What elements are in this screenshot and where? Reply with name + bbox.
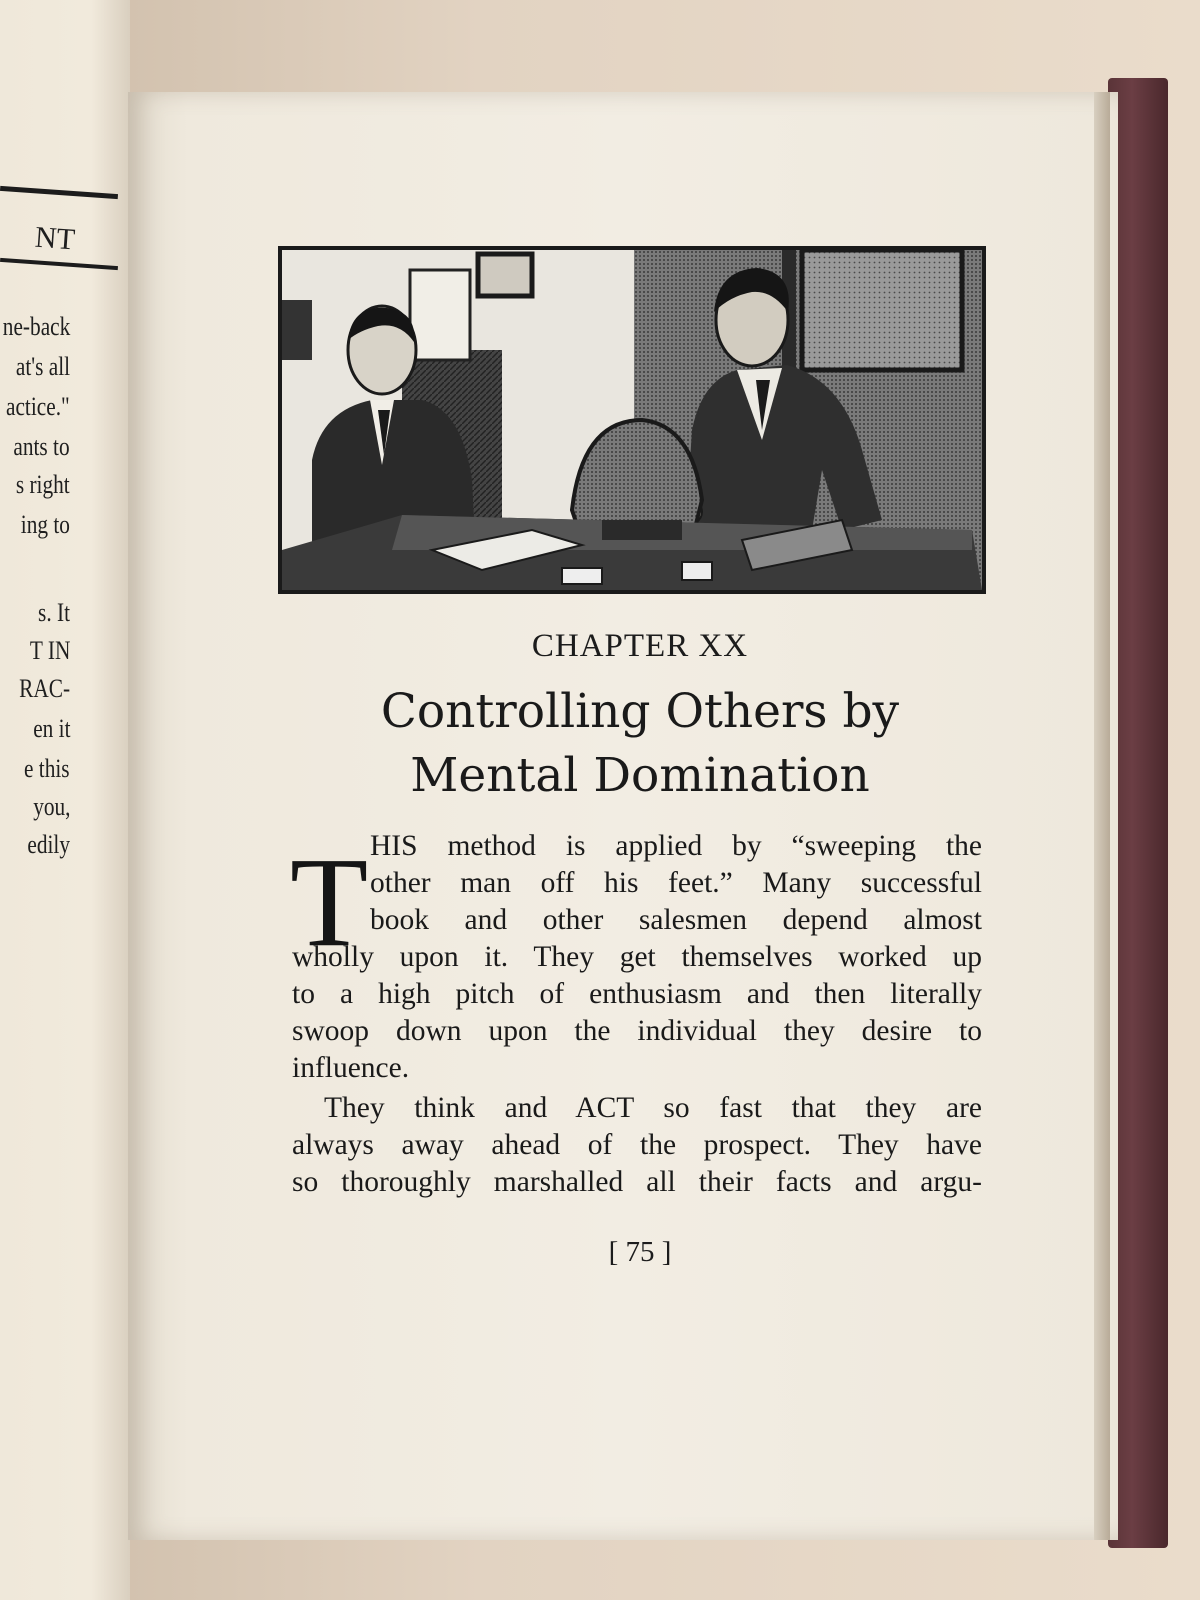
chapter-title-line-1: Controlling Others by	[380, 684, 900, 739]
previous-page-line: ne-back	[2, 312, 70, 341]
previous-page	[0, 0, 130, 1600]
header-rule-bottom	[0, 258, 118, 270]
page-edge	[1094, 92, 1110, 1540]
text-line: HIS method is applied by “sweeping the	[370, 830, 982, 862]
chapter-illustration	[278, 246, 986, 594]
header-rule-top	[0, 186, 118, 199]
previous-page-line: actice."	[6, 392, 70, 421]
text-line: wholly upon it. They get themselves worked up	[292, 941, 982, 973]
previous-page-line: e this	[24, 754, 70, 783]
text-line: to a high pitch of enthusiasm and then literally	[292, 978, 982, 1010]
previous-page-line: ing to	[20, 510, 70, 539]
previous-page-line: RAC-	[19, 674, 70, 703]
paragraph-2	[292, 1090, 982, 1201]
text-line: swoop down upon the individual they desire to	[292, 1015, 982, 1047]
text-line: book and other salesmen depend almost	[370, 904, 982, 936]
previous-page-line: s. It	[38, 598, 70, 627]
chapter-number: CHAPTER XX	[531, 628, 749, 664]
drop-cap: T	[290, 831, 369, 973]
previous-page-line: T IN	[29, 636, 70, 665]
text-line: influence.	[292, 1052, 410, 1084]
paragraph-1-body	[292, 939, 982, 1087]
previous-page-line: s right	[16, 470, 70, 499]
page-number: [ 75 ]	[608, 1236, 672, 1268]
previous-page-line: at's all	[15, 352, 70, 381]
text-line: so thoroughly marshalled all their facts and argu-	[292, 1166, 982, 1198]
previous-page-line: edily	[27, 830, 70, 859]
previous-page-line: ants to	[13, 432, 70, 461]
text-line: always away ahead of the prospect. They have	[292, 1129, 982, 1161]
chapter-title-line-2: Mental Domination	[410, 748, 870, 803]
office-scene-illustration	[282, 250, 982, 590]
previous-page-header: NT	[33, 220, 77, 257]
paragraph-1-intro	[370, 828, 982, 939]
text-line: other man off his feet.” Many successful	[370, 867, 982, 899]
text-line: They think and ACT so fast that they are	[324, 1092, 982, 1124]
previous-page-line: you,	[32, 792, 70, 821]
previous-page-line: en it	[32, 714, 70, 743]
